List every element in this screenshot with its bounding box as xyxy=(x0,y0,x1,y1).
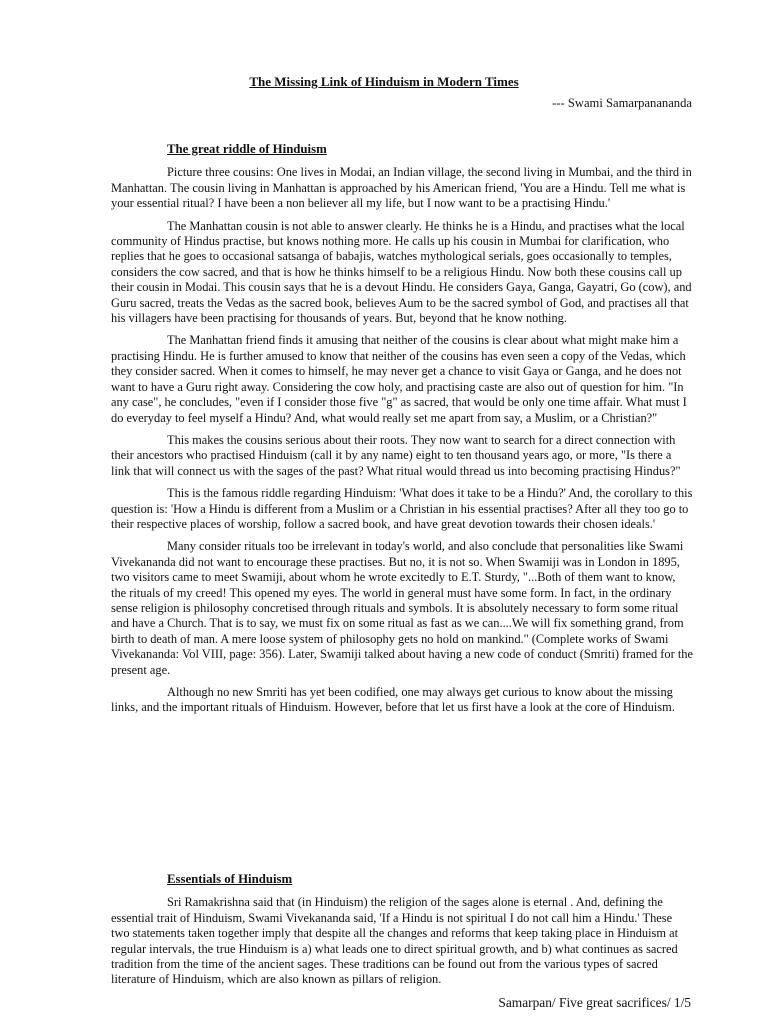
section-heading: Essentials of Hinduism xyxy=(167,872,293,886)
section-essentials xyxy=(111,872,693,995)
document-title: The Missing Link of Hinduism in Modern Times xyxy=(249,74,519,89)
section-great-riddle xyxy=(111,142,693,723)
page-footer: Samarpan/ Five great sacrifices/ 1/5 xyxy=(498,995,691,1010)
paragraph: This makes the cousins serious about their roots. They now want to search for a direct connection with their ancestors who practised Hinduism (call it by any name) eight to ten thousand years ago, or more, "Is there a link that will connect us with the sages of the past? What ritual would thread us into becoming practising Hindus?" xyxy=(111,432,681,478)
paragraph: Although no new Smriti has yet been codified, one may always get curious to know about the missing links, and the important rituals of Hinduism. However, before that let us first have a look at the core of Hinduism. xyxy=(111,685,675,715)
paragraph: Picture three cousins: One lives in Modai, an Indian village, the second living in Mumbai, and the third in Manhattan. The cousin living in Manhattan is approached by his American friend, 'You are a Hindu. Tell me what is your essential ritual? I have been a non believer all my life, but I now want to be a practising Hindu.' xyxy=(111,165,692,211)
section-heading: The great riddle of Hinduism xyxy=(167,142,327,156)
paragraph: The Manhattan friend finds it amusing that neither of the cousins is clear about what might make him a practising Hindu. He is further amused to know that neither of the cousins has even seen a copy of the Vedas, which they consider sacred. When it comes to himself, he may never get a chance to visit Gaya or Ganga, and he does not want to have a Guru right away. Considering the cow holy, and practising caste are also out of question for him. "In any case", he concludes, "even if I consider those five "g" as sacred, that would be only one time affair. What must I do everyday to feel myself a Hindu? And, what would really set me apart from say, a Muslim, or a Christian?" xyxy=(111,333,687,425)
paragraph: The Manhattan cousin is not able to answer clearly. He thinks he is a Hindu, and practises what the local community of Hindus practise, but knows nothing more. He calls up his cousin in Mumbai for clarification, who replies that he goes to occasional satsanga of babajis, watches mythological serials, goes occasionally to temples, considers the cow sacred, and that is how he thinks himself to be a religious Hindu. Now both these cousins call up their cousin in Modai. This cousin says that he is a devout Hindu. He considers Gaya, Ganga, Gayatri, Go (cow), and Guru sacred, treats the Vedas as the sacred book, believes Aum to be the sacred symbol of God, and practises all that his villagers have been practising for thousands of years. But, beyond that he know nothing. xyxy=(111,218,692,326)
paragraph: Sri Ramakrishna said that (in Hinduism) the religion of the sages alone is eternal . And, defining the essential trait of Hinduism, Swami Vivekananda said, 'If a Hindu is not spiritual I do not call him a Hindu.' These two statements taken together imply that despite all the changes and reforms that keep taking place in Hinduism at regular intervals, the true Hinduism is a) what leads one to direct spiritual growth, and b) what continues as sacred tradition from the time of the ancient sages. These traditions can be found out from the various types of sacred literature of Hinduism, which are also known as pillars of religion. xyxy=(111,895,679,987)
author-line: --- Swami Samarpanananda xyxy=(552,96,692,110)
paragraph: Many consider rituals too be irrelevant in today's world, and also conclude that personalities like Swami Vivekananda did not want to encourage these practises. But no, it is not so. When Swamiji was in London in 1895, two visitors came to meet Swamiji, about whom he wrote excitedly to E.T. Sturdy, "...Both of them want to know, the rituals of my creed! This opened my eyes. The world in general must have some form. In fact, in the ordinary sense religion is philosophy concretised through rituals and symbols. It is absolutely necessary to form some ritual and have a Church. That is to say, we must fix on some ritual as fast as we can....We will fix something grand, from birth to death of man. A mere loose system of philosophy gets no hold on mankind." (Complete works of Swami Vivekananda: Vol VIII, page: 356). Later, Swamiji talked about having a new code of conduct (Smriti) framed for the present age. xyxy=(111,539,693,677)
paragraph: This is the famous riddle regarding Hinduism: 'What does it take to be a Hindu?' And, the corollary to this question is: 'How a Hindu is different from a Muslim or a Christian in his essential practises? After all they too go to their respective places of worship, follow a sacred book, and have great devotion towards their chosen ideals.' xyxy=(111,486,693,531)
